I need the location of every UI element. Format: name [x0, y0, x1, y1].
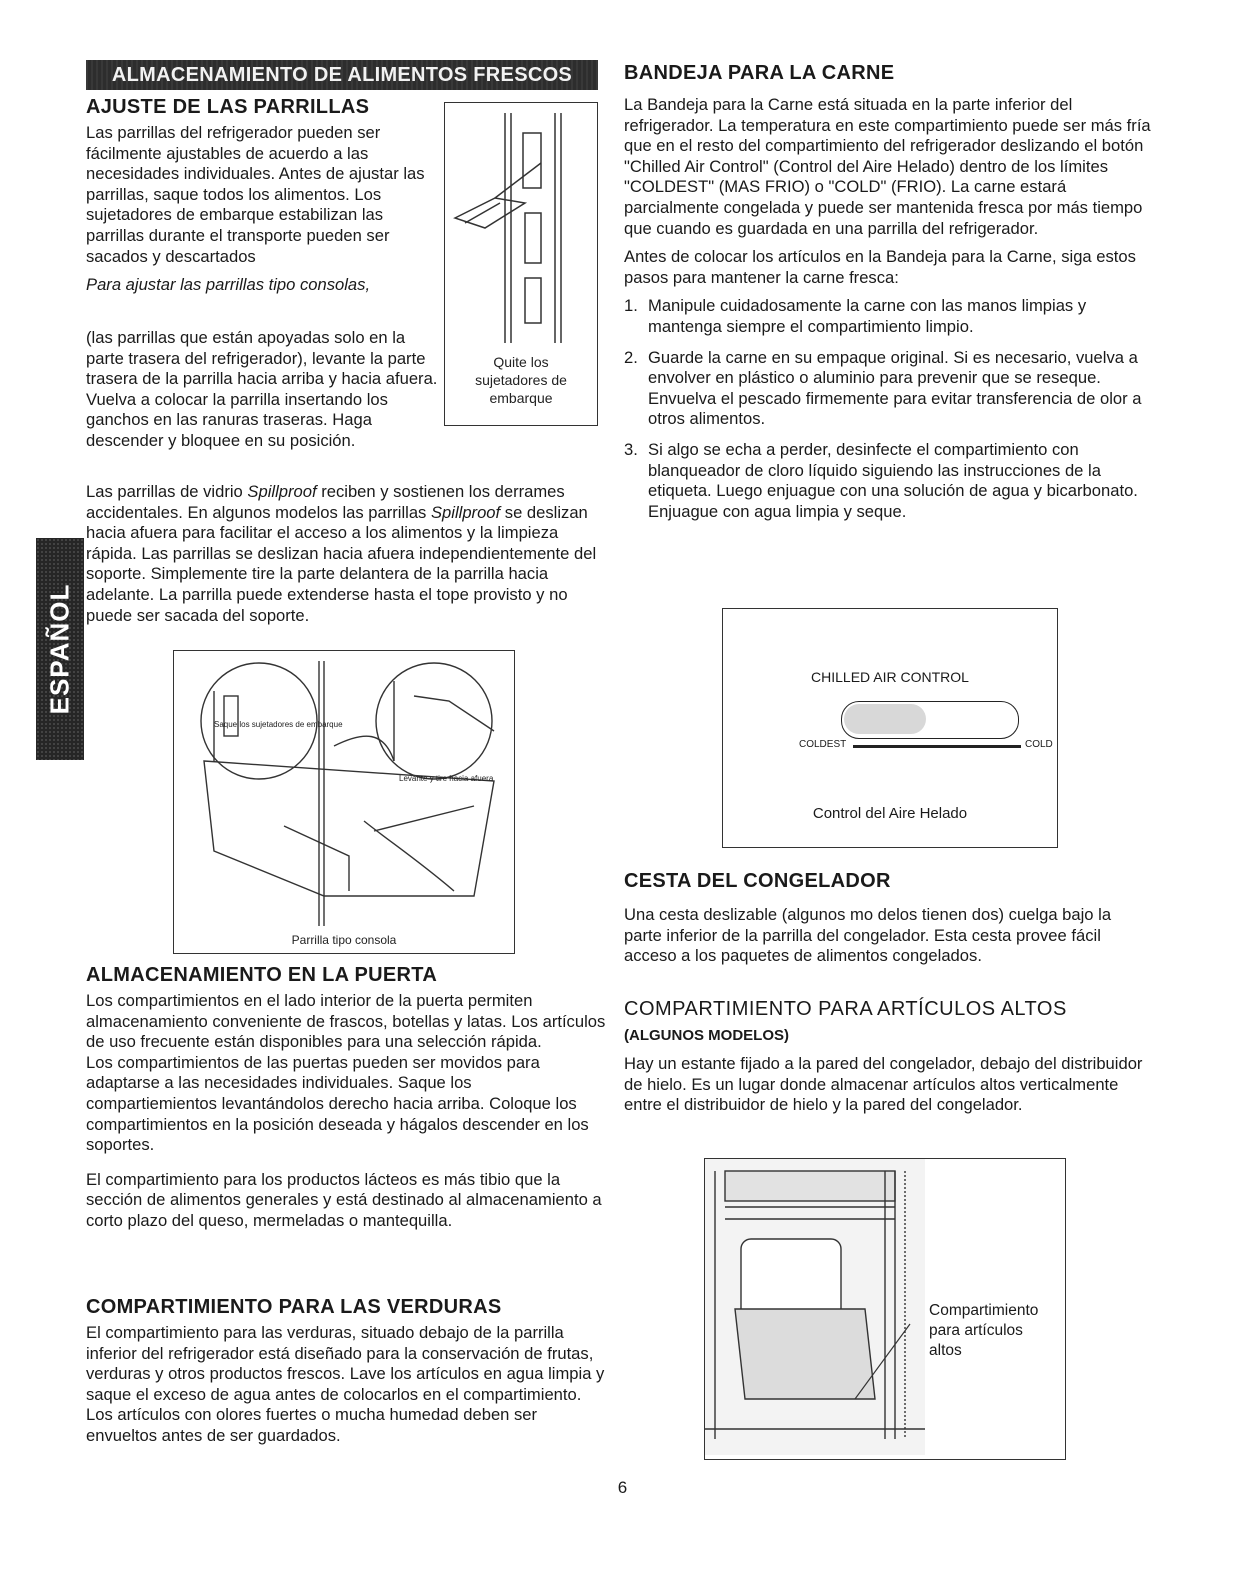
step-number: 1. [624, 296, 638, 316]
console-lead [86, 275, 436, 296]
language-tab-label: ESPAÑOL [44, 583, 75, 715]
console-text-wrap [86, 328, 441, 452]
language-tab [36, 538, 84, 760]
step-text: Si algo se echa a perder, desinfecte el compartimiento con blanqueador de cloro líquido siguiendo las instrucciones de la etiqueta. Luego enjuague con una solución de agua y bicarbonato. Enjuague con agua limpia y seque. [648, 439, 1138, 521]
fig2-label-b: Levante y tire hacia afuera [399, 774, 494, 783]
control-coldest-label: COLDEST [799, 739, 847, 750]
shipping-clips-caption: Quite los sujetadores de embarque [475, 354, 567, 406]
console-shelf-illustration [174, 651, 514, 931]
tall-items-caption: Compartimiento para artículos altos [929, 1302, 1039, 1359]
spillproof-text-e: se deslizan hacia afuera para facilitar el acceso a los alimentos y la limpieza rápida. Las parrillas se deslizan hacia afuera independientemente del soporte. Simplemente tire la parte delantera de la parrilla hacia adelante. La parrilla puede extenderse hasta el tope provisto y no puede ser sacada del soporte. [86, 502, 597, 625]
tall-paragraph: Hay un estante fijado a la pared del congelador, debajo del distribuidor de hielo. Es un lugar donde almacenar artículos altos verticalmente entre el distribuidor de hielo y la pared del congelador. [624, 1054, 1143, 1115]
console-text: (las parrillas que están apoyadas solo en la parte trasera del refrigerador), levante la parte trasera de la parrilla hacia arriba y hacia afuera. Vuelva a colocar la parrilla insertando los ganchos en las ranuras traseras. Haga descender y bloquee en su posición. [86, 328, 438, 450]
step-number: 3. [624, 439, 638, 459]
meat-step [624, 440, 1152, 522]
control-slider-knob[interactable] [844, 704, 926, 734]
chilled-air-control-figure [722, 608, 1058, 848]
control-cold-label: COLD [1025, 739, 1053, 750]
console-shelf-caption: Parrilla tipo consola [291, 933, 397, 947]
tall-heading: COMPARTIMIENTO PARA ARTÍCULOS ALTOS [624, 998, 1067, 1020]
meat-steps [624, 296, 1152, 522]
door-paragraph-3: El compartimiento para los productos lácteos es más tibio que la sección de alimentos generales y está destinado al almacenamiento a corto plazo del queso, mermeladas o mantequilla. [86, 1169, 602, 1230]
shelf-bracket-illustration [445, 103, 597, 353]
freezer-shelf-illustration [705, 1159, 925, 1455]
tall-subheading: (ALGUNOS MODELOS) [624, 1027, 789, 1044]
console-shelf-figure [173, 650, 515, 954]
spillproof-text-c: reciben y sostienen los derrames accidentales. En algunos modelos las parrillas [86, 482, 565, 522]
spillproof-block [86, 482, 606, 634]
tall-items-figure [704, 1158, 1066, 1460]
door-storage-section [86, 964, 606, 1232]
step-text: Guarde la carne en su empaque original. Si es necesario, vuelva a envolver en plástico o aluminio para prevenir que se reseque. Envuelva el pescado firmemente para evitar transferencia de olor a otros alimentos. [648, 347, 1142, 429]
section-banner: ALMACENAMIENTO DE ALIMENTOS FRESCOS [86, 60, 598, 90]
freezer-paragraph: Una cesta deslizable (algunos mo delos tienen dos) cuelga bajo la parte inferior de la parrilla del congelador. Esta cesta provee fácil acceso a los paquetes de alimentos congelados. [624, 905, 1112, 966]
control-slider-track[interactable] [841, 701, 1019, 739]
door-heading: ALMACENAMIENTO EN LA PUERTA [86, 964, 438, 986]
meat-heading: BANDEJA PARA LA CARNE [624, 62, 895, 84]
meat-paragraph-2: Antes de colocar los artículos en la Bandeja para la Carne, siga estos pasos para mantener la carne fresca: [624, 247, 1136, 287]
shipping-clips-figure [444, 102, 598, 426]
meat-step [624, 348, 1152, 430]
door-paragraph-1: Los compartimientos en el lado interior de la puerta permiten almacenamiento conveniente de frascos, botellas y latas. Los artículos de uso frecuente están disponibles para una selección rápida. [86, 991, 606, 1052]
spillproof-text-a: Las parrillas de vidrio [86, 482, 248, 501]
veg-heading: COMPARTIMIENTO PARA LAS VERDURAS [86, 1296, 502, 1318]
freezer-heading: CESTA DEL CONGELADOR [624, 870, 891, 892]
door-paragraph-2: Los compartimientos de las puertas pueden ser movidos para adaptarse a las necesidades individuales. Saque los compartiemientos levantándolos derecho hacia arriba. Coloque los compartimientos en la posición deseada y hágalos descender en los soportes. [86, 1052, 589, 1155]
control-caption: Control del Aire Helado [812, 805, 968, 822]
control-title: CHILLED AIR CONTROL [811, 669, 969, 685]
spillproof-brand-1: Spillproof [247, 482, 317, 501]
meat-paragraph-1: La Bandeja para la Carne está situada en la parte inferior del refrigerador. La temperatura en este compartimiento puede ser más fría que en el resto del compartimiento del refrigerador deslizando el botón "Chilled Air Control" (Control del Aire Helado) dentro de los límites "COLDEST" (MAS FRIO) o "COLD" (FRIO). La carne estará parcialmente congelada y puede ser mantenida fresca por más tiempo que cuando es guardada en una parrilla del refrigerador. [624, 95, 1151, 238]
control-scale-line [853, 745, 1021, 748]
shelves-intro: Las parrillas del refrigerador pueden ser fácilmente ajustables de acuerdo a las necesidades individuales. Antes de ajustar las parrillas, saque todos los alimentos. Los sujetadores de embarque estabilizan las parrillas durante el transporte pueden ser sacados y descartados [86, 123, 425, 266]
freezer-basket-section [624, 870, 1152, 975]
spillproof-text [86, 482, 606, 626]
meat-step [624, 296, 1152, 337]
vegetable-section [86, 1296, 606, 1447]
step-text: Manipule cuidadosamente la carne con las manos limpias y mantenga siempre el compartimiento limpio. [648, 296, 1087, 336]
shelves-heading: AJUSTE DE LAS PARRILLAS [86, 96, 370, 118]
console-italic: Para ajustar las parrillas tipo consolas, [86, 275, 371, 295]
meat-section [624, 62, 1152, 532]
shelves-intro-block [86, 96, 436, 296]
step-number: 2. [624, 347, 638, 367]
tall-items-section [624, 998, 1152, 1124]
spillproof-brand-2: Spillproof [430, 502, 501, 522]
fig2-label-a: Saque los sujetadores de embarque [214, 720, 343, 729]
page-number: 6 [617, 1478, 628, 1497]
veg-paragraph: El compartimiento para las verduras, situado debajo de la parrilla inferior del refrigerador está diseñado para la conservación de frutas, verduras y otros productos frescos. Lave los artículos en agua limpia y saque el exceso de agua antes de colocarlos en el compartimiento. Los artículos con olores fuertes o mucha humedad deben ser envueltos antes de ser guardados. [86, 1323, 605, 1445]
